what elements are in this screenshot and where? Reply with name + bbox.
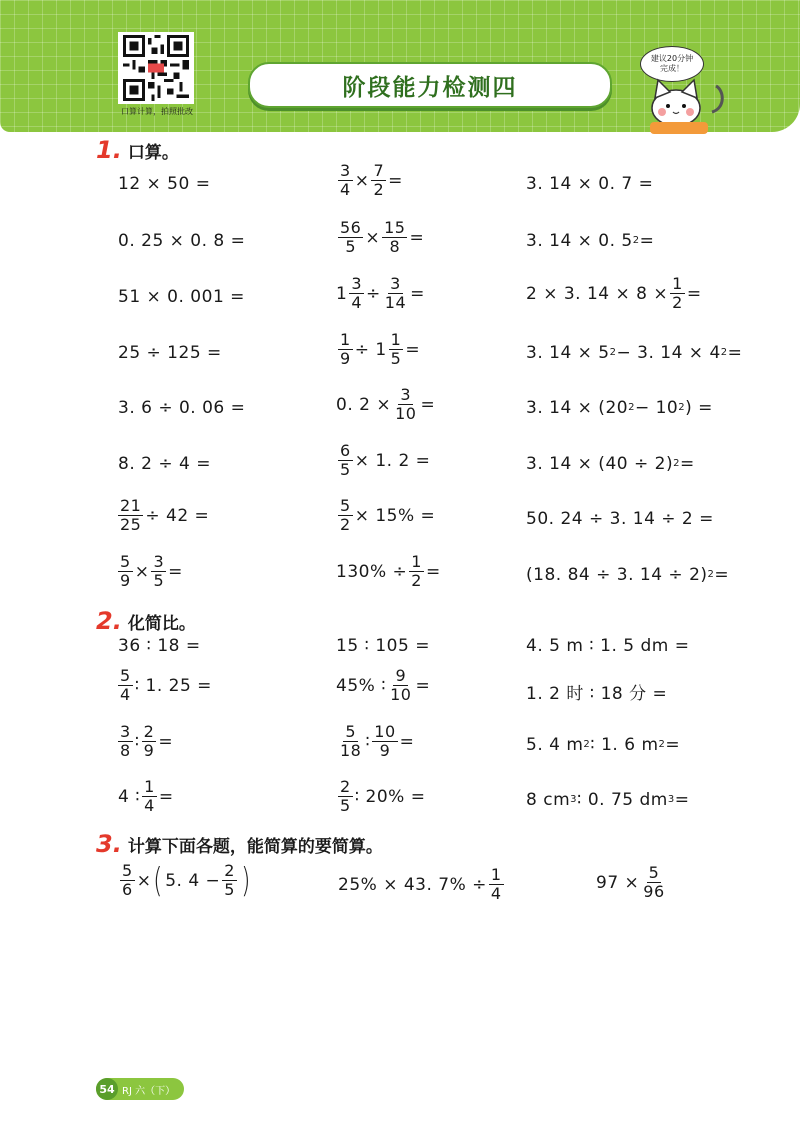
problem-1-17: $\frac{6}{5}$ × 1. 2 = (340, 441, 431, 479)
section-title: 化简比。 (127, 614, 196, 634)
fraction: $\frac{7}{2}$ (373, 161, 385, 199)
problem-1-16: 8. 2 ÷ 4 = (118, 454, 211, 474)
calc-3: 97 × $\frac{5}{96}$ (596, 863, 665, 901)
ratio-4: $\frac{5}{4}$ ∶ 1. 25 = (120, 666, 212, 704)
fraction: $\frac{5}{18}$ (340, 722, 362, 760)
problem-1-1: 12 × 50 = (118, 174, 211, 194)
section-title: 口算。 (127, 143, 179, 163)
bubble-text-1: 建议20分钟 (650, 54, 694, 63)
fraction: $\frac{3}{4}$ (340, 161, 351, 199)
section-number: 3. (96, 830, 122, 858)
cat-mascot-icon (640, 72, 732, 134)
ratio-2: 15 ∶ 105 = (336, 636, 430, 656)
title-banner (248, 62, 612, 108)
ratio-12: 8 cm 3 ∶ 0. 75 dm 3 = (526, 790, 690, 810)
problem-1-13: 3. 6 ÷ 0. 06 = (118, 398, 246, 418)
fraction: $\frac{3}{8}$ (120, 722, 131, 760)
problem-1-7: 51 × 0. 001 = (118, 287, 245, 307)
page-number: 54 (96, 1078, 118, 1100)
page-footer (96, 1078, 184, 1100)
problem-1-9: 2 × 3. 14 × 8 × $\frac{1}{2}$ = (526, 274, 702, 312)
ratio-8: $\frac{5}{18}$ ∶ $\frac{10}{9}$ = (340, 722, 415, 760)
problem-1-22: $\frac{5}{9}$ × $\frac{3}{5}$ = (120, 552, 183, 590)
problem-1-5: $\frac{56}{5}$ × $\frac{15}{8}$ = (340, 218, 425, 256)
fraction: $\frac{3}{4}$ (351, 274, 363, 312)
ratio-10: 4 ∶ $\frac{1}{4}$ = (118, 777, 174, 815)
ratio-11: $\frac{2}{5}$ ∶ 20% = (340, 777, 426, 815)
problem-1-11: $\frac{1}{9}$ ÷ 1 $\frac{1}{5}$ = (340, 330, 421, 368)
qr-code-icon[interactable] (118, 32, 194, 104)
fraction: $\frac{5}{2}$ (340, 496, 351, 534)
problem-1-24: (18. 84 ÷ 3. 14 ÷ 2) 2 = (526, 565, 730, 585)
section-1-heading (96, 136, 179, 164)
fraction: $\frac{2}{5}$ (224, 861, 235, 899)
problem-1-18: 3. 14 × (40 ÷ 2) 2 = (526, 454, 695, 474)
section-number: 1. (96, 136, 122, 164)
page-header (0, 0, 800, 132)
ratio-6: 1. 2 时 ∶ 18 分 = (526, 684, 668, 704)
problem-1-19: $\frac{21}{25}$ ÷ 42 = (120, 496, 210, 534)
fraction: $\frac{21}{25}$ (120, 496, 142, 534)
fraction: $\frac{3}{10}$ (395, 385, 417, 423)
problem-1-21: 50. 24 ÷ 3. 14 ÷ 2 = (526, 509, 714, 529)
problem-1-8: 1 $\frac{3}{4}$ ÷ $\frac{3}{14}$ = (336, 274, 425, 312)
fraction: $\frac{1}{4}$ (144, 777, 155, 815)
book-label: RJ 六（下） (122, 1085, 176, 1097)
problem-1-14: 0. 2 × $\frac{3}{10}$ = (336, 385, 436, 423)
problem-1-15: 3. 14 × (20 2 − 10 2 ) = (526, 398, 713, 418)
fraction: $\frac{1}{2}$ (672, 274, 683, 312)
fraction: $\frac{5}{6}$ (122, 861, 133, 899)
ratio-1: 36 ∶ 18 = (118, 636, 201, 656)
fraction: $\frac{10}{9}$ (374, 722, 396, 760)
page-title: 阶段能力检测四 (342, 74, 518, 101)
problem-1-23: 130% ÷ $\frac{1}{2}$ = (336, 552, 441, 590)
fraction: $\frac{3}{14}$ (384, 274, 407, 312)
problem-1-3: 3. 14 × 0. 7 = (526, 174, 654, 194)
calc-2: 25% × 43. 7% ÷ $\frac{1}{4}$ (338, 865, 502, 903)
section-3-heading (96, 830, 383, 858)
fraction: $\frac{1}{9}$ (340, 330, 351, 368)
fraction: $\frac{1}{4}$ (490, 865, 502, 903)
fraction: $\frac{5}{9}$ (120, 552, 131, 590)
fraction: $\frac{3}{5}$ (153, 552, 165, 590)
fraction: $\frac{1}{5}$ (390, 330, 402, 368)
ratio-9: 5. 4 m 2 ∶ 1. 6 m 2 = (526, 735, 681, 755)
qr-caption: 口算计算，拍照批改 (121, 107, 193, 116)
section-2-heading (96, 607, 196, 635)
ratio-7: $\frac{3}{8}$ ∶ $\frac{2}{9}$ = (120, 722, 174, 760)
problem-1-12: 3. 14 × 5 2 − 3. 14 × 4 2 = (526, 343, 743, 363)
section-title: 计算下面各题，能简算的要简算。 (127, 837, 383, 857)
fraction: $\frac{9}{10}$ (390, 666, 412, 704)
ratio-3: 4. 5 m ∶ 1. 5 dm = (526, 636, 690, 656)
fraction: $\frac{2}{5}$ (340, 777, 351, 815)
bubble-text-2: 完成！ (660, 64, 684, 73)
fraction: $\frac{1}{2}$ (411, 552, 422, 590)
problem-1-4: 0. 25 × 0. 8 = (118, 231, 246, 251)
fraction: $\frac{6}{5}$ (340, 441, 351, 479)
problem-1-2: $\frac{3}{4}$ × $\frac{7}{2}$ = (340, 161, 403, 199)
fraction: $\frac{5}{4}$ (120, 666, 131, 704)
ratio-5: 45% ∶ $\frac{9}{10}$ = (336, 666, 431, 704)
problem-1-10: 25 ÷ 125 = (118, 343, 222, 363)
fraction: $\frac{2}{9}$ (143, 722, 155, 760)
problem-1-20: $\frac{5}{2}$ × 15% = (340, 496, 436, 534)
calc-1: $\frac{5}{6}$ × ( 5. 4 − $\frac{2}{5}$ ) (122, 860, 251, 901)
section-number: 2. (96, 607, 122, 635)
fraction: $\frac{56}{5}$ (340, 218, 362, 256)
problem-1-6: 3. 14 × 0. 5 2 = (526, 231, 655, 251)
fraction: $\frac{15}{8}$ (384, 218, 406, 256)
fraction: $\frac{5}{96}$ (643, 863, 665, 901)
